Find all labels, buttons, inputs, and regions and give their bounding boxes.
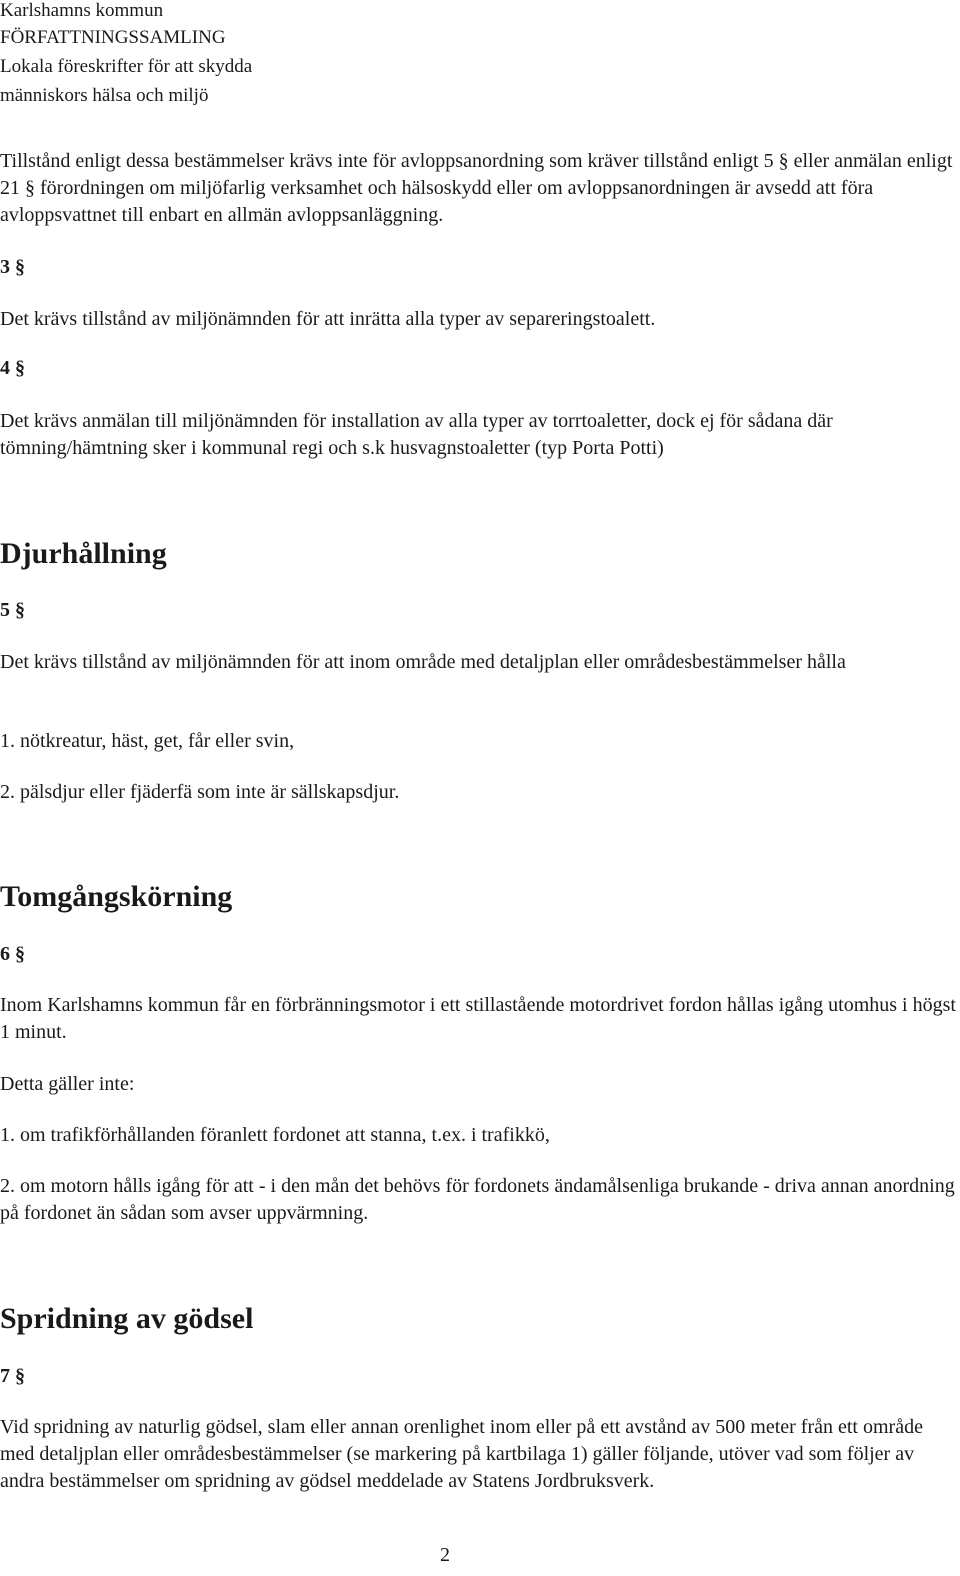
section-5-item-2: 2. pälsdjur eller fjäderfä som inte är sällskapsdjur. (0, 781, 400, 803)
section-3-text: Det krävs tillstånd av miljönämnden för att inrätta alla typer av separeringstoalett. (0, 308, 656, 330)
section-5-text: Det krävs tillstånd av miljönämnden för att inom område med detaljplan eller områdesbestämmelser hålla (0, 651, 846, 673)
heading-djurhallning: Djurhållning (0, 537, 167, 570)
section-5-label: 5 § (0, 599, 25, 621)
section-3-label: 3 § (0, 256, 25, 278)
section-4-label: 4 § (0, 357, 25, 379)
section-6-item-1: 1. om trafikförhållanden föranlett fordonet att stanna, t.ex. i trafikkö, (0, 1124, 550, 1146)
intro-paragraph: Tillstånd enligt dessa bestämmelser krävs inte för avloppsanordning som kräver tillstånd enligt 5 § eller anmälan enligt 21 § förordningen om miljöfarlig verksamhet och hälsoskydd eller om avloppsanordningen är avsedd att föra avloppsvattnet till enbart en allmän avloppsanläggning. (0, 150, 953, 226)
section-6-subheading: Detta gäller inte: (0, 1073, 135, 1095)
section-6-text: Inom Karlshamns kommun får en förbränningsmotor i ett stillastående motordrivet fordon hållas igång utomhus i högst 1 minut. (0, 994, 956, 1043)
heading-spridning-av-godsel: Spridning av gödsel (0, 1302, 254, 1335)
municipality-name: Karlshamns kommun (0, 0, 164, 21)
regulation-title-line-1: Lokala föreskrifter för att skydda (0, 56, 253, 77)
section-6-label: 6 § (0, 943, 25, 965)
page-number: 2 (440, 1544, 450, 1566)
section-4-text: Det krävs anmälan till miljönämnden för installation av alla typer av torrtoaletter, dock ej för sådana där tömning/hämtning sker i kommunal regi och s.k husvagnstoaletter (typ Porta Potti) (0, 410, 833, 459)
heading-tomgangskorning: Tomgångskörning (0, 880, 233, 913)
regulation-title-line-2: människors hälsa och miljö (0, 85, 209, 106)
section-6-item-2: 2. om motorn hålls igång för att - i den mån det behövs för fordonets ändamålsenliga brukande - driva annan anordning på fordonet än sådan som avser uppvärmning. (0, 1175, 955, 1224)
collection-title: FÖRFATTNINGSSAMLING (0, 27, 226, 48)
section-7-text: Vid spridning av naturlig gödsel, slam eller annan orenlighet inom eller på ett avstånd av 500 meter från ett område med detaljplan eller områdesbestämmelser (se markering på kartbilaga 1) gäller följande, utöver vad som följer av andra bestämmelser om spridning av gödsel meddelade av Statens Jordbruksverk. (0, 1416, 923, 1492)
section-7-label: 7 § (0, 1365, 25, 1387)
section-5-item-1: 1. nötkreatur, häst, get, får eller svin, (0, 730, 295, 752)
